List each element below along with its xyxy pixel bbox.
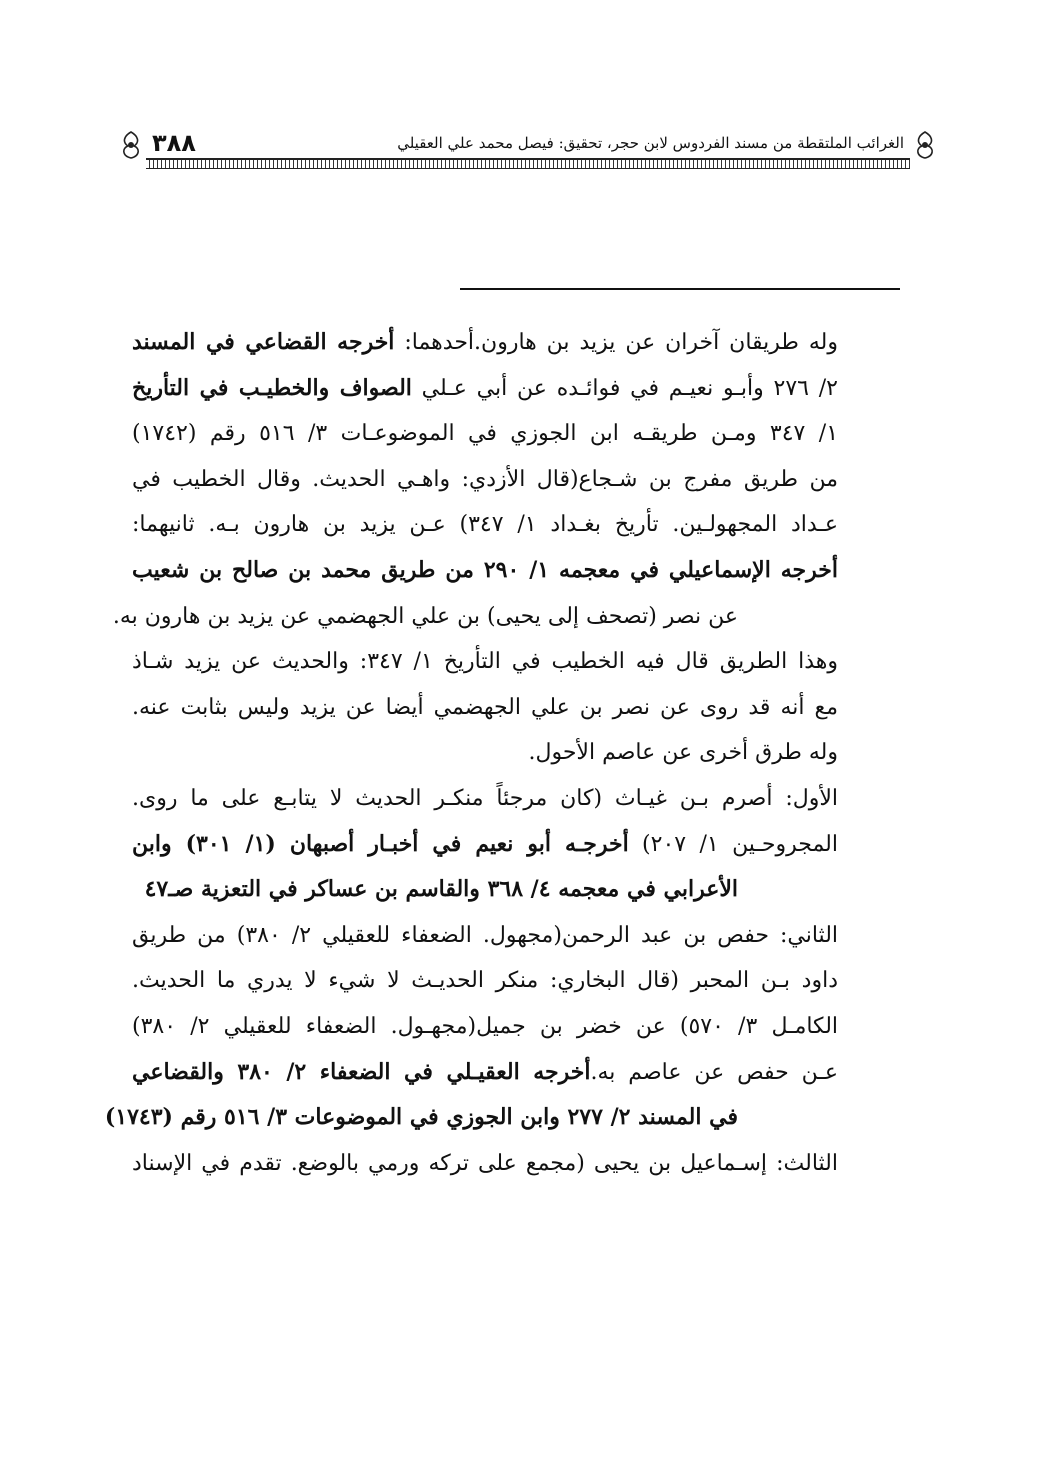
text-segment: الكامـل ٣/ ٥٧٠) عن خضر بن جميل(مجهـول. الضعفاء للعقيلي ٢/ ٣٨٠): [132, 1013, 839, 1039]
text-segment: الأول: أصرم بـن غيـاث (كان مرجئاً منكـر الحديث لا يتابـع على ما روى.: [132, 785, 838, 811]
text-line: [132, 639, 838, 685]
header-title: الغرائب الملتقطة من مسند الفردوس لابن حجر، تحقيق: فيصل محمد علي العقيلي: [397, 134, 904, 152]
text-line: [132, 502, 838, 548]
text-segment: ١/ ٣٤٧ ومـن طريقـه ابن الجوزي في الموضوعـات ٣/ ٥١٦ رقم (١٧٤٢): [132, 421, 839, 447]
text-segment: ٢/ ٢٧٦ وأبـو نعيـم في فوائـده عن أبي عـلي: [411, 375, 838, 401]
text-line: [132, 320, 838, 366]
text-line: [132, 913, 838, 959]
text-segment: عن نصر (تصحف إلى يحيى) بن علي الجهضمي عن يزيد بن هارون به.: [112, 603, 738, 629]
page-number: ٣٨٨: [152, 129, 196, 157]
floral-ornament-icon: [912, 130, 938, 160]
bold-segment: الصواف والخطيـب في التأريخ: [132, 374, 412, 401]
text-segment: داود بـن المحبر (قال البخاري: منكر الحديـث لا شيء لا يدري ما الحديث.: [132, 968, 838, 994]
bold-segment: في المسند ٢/ ٢٧٧ وابن الجوزي في الموضوعات ٣/ ٥١٦ رقم (١٧٤٣): [104, 1104, 738, 1131]
text-line: [132, 1004, 838, 1050]
text-segment: الثاني: حفص بن عبد الرحمن(مجهول. الضعفاء للعقيلي ٢/ ٣٨٠) من طريق: [132, 922, 839, 948]
text-segment: المجروحـين ١/ ٢٠٧): [628, 831, 838, 857]
running-header: [118, 128, 938, 176]
text-segment: عـن حفص عن عاصم به.: [590, 1059, 838, 1085]
text-segment: عـداد المجهولـين. تأريخ بغـداد ١/ ٣٤٧) عـن يزيد بن هارون بـه. ثانيهما:: [132, 512, 839, 538]
text-segment: مع أنه قد روى عن نصر بن علي الجهضمي أيضا عن يزيد وليس بثابت عنه.: [132, 694, 838, 720]
text-segment: من طريق مفرج بن شـجاع(قال الأزدي: واهـي الحديث. وقال الخطيب في: [132, 466, 838, 492]
floral-ornament-icon: [118, 130, 144, 160]
bold-segment: أخرجه القضاعي في المسند: [132, 329, 395, 355]
text-line: [132, 685, 838, 731]
text-line: [112, 594, 838, 640]
text-line: [132, 730, 838, 776]
text-line: [132, 457, 838, 503]
text-line: [132, 548, 838, 594]
text-segment: وله طرق أخرى عن عاصم الأحول.: [528, 740, 838, 766]
text-line: [104, 1095, 838, 1141]
bold-segment: أخرجه الإسماعيلي في معجمه ١/ ٢٩٠ من طريق محمد بن صالح بن شعيب: [132, 556, 838, 583]
text-segment: وله طريقان آخران عن يزيد بن هارون.أحدهما:: [394, 330, 838, 355]
text-line: [132, 867, 838, 913]
text-line: [132, 1050, 838, 1096]
footnote-text: [104, 320, 839, 1186]
bold-segment: الأعرابي في معجمه ٤/ ٣٦٨ والقاسم بن عساكر في التعزية صـ٤٧: [144, 876, 738, 903]
text-line: [132, 1141, 838, 1187]
header-rule: [146, 158, 910, 169]
text-segment: الثالث: إسـماعيل بن يحيى (مجمع على تركه ورمي بالوضع. تقدم في الإسناد: [132, 1150, 838, 1176]
text-line: [132, 366, 838, 412]
text-line: [132, 822, 838, 868]
text-segment: وهذا الطريق قال فيه الخطيب في التأريخ ١/ ٣٤٧: والحديث عن يزيد شـاذ: [132, 649, 839, 675]
text-line: [132, 776, 838, 822]
bold-segment: أخرجـه أبو نعيم في أخبـار أصبهان (١/ ٣٠١) وابن: [132, 830, 629, 857]
text-line: [132, 411, 838, 457]
footnote-separator: [460, 288, 900, 290]
bold-segment: أخرجه العقيـلي في الضعفاء ٢/ ٣٨٠ والقضاعي: [132, 1058, 591, 1085]
text-line: [132, 958, 838, 1004]
